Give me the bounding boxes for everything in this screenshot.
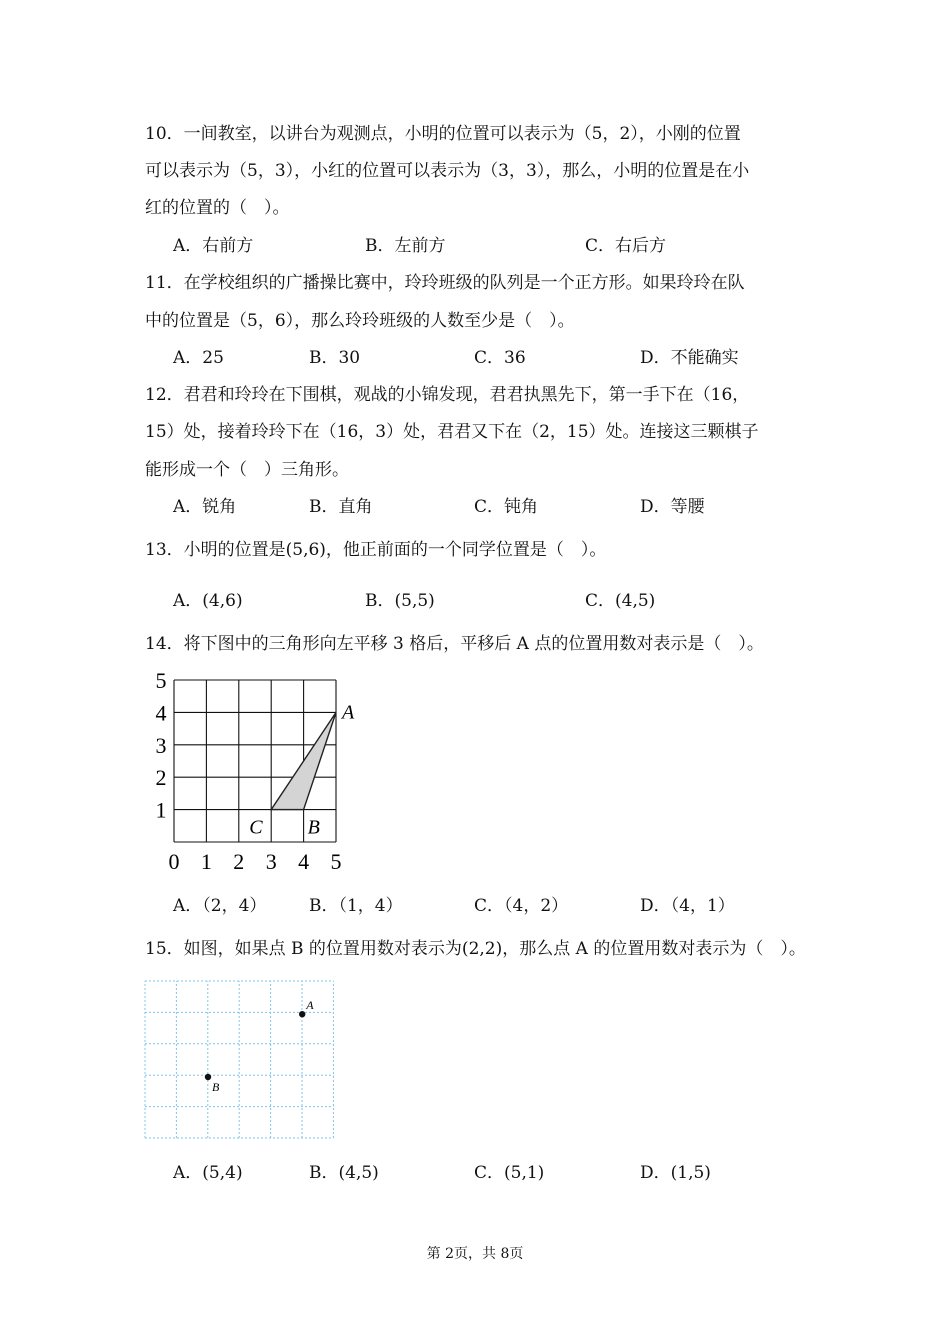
q15-grid-lines [145, 981, 333, 1138]
q14-grid-figure [145, 668, 365, 878]
q12-option-c[interactable]: C．钝角 [474, 497, 539, 517]
q14-option-b[interactable]: B．（1，4） [309, 896, 403, 916]
q15-point-label-b: B [212, 1080, 220, 1094]
q15-point-a [299, 1011, 305, 1017]
q14-y-tick-labels [156, 668, 167, 823]
q10-line-2: 可以表示为（5，3），小红的位置可以表示为（3，3），那么，小明的位置是在小 [145, 161, 750, 181]
q13-option-b[interactable]: B．(5,5) [365, 591, 435, 611]
q13-option-c[interactable]: C．(4,5) [585, 591, 656, 611]
q11-option-a[interactable]: A．25 [173, 348, 224, 368]
q14-y-tick-label: 3 [155, 732, 167, 758]
q14-x-tick-label: 1 [200, 849, 212, 874]
q13-line-1: 13．小明的位置是(5,6)，他正前面的一个同学位置是（ ）。 [145, 540, 607, 560]
q12-line-2: 15）处，接着玲玲下在（16，3）处，君君又下在（2，15）处。连接这三颗棋子 [145, 422, 759, 442]
page-footer: 第 2页，共 8页 [426, 1246, 524, 1262]
q12-option-d[interactable]: D．等腰 [640, 497, 705, 517]
q10-option-c[interactable]: C．右后方 [585, 236, 667, 256]
q14-x-tick-label: 4 [298, 849, 310, 874]
q12-option-a[interactable]: A．锐角 [173, 497, 237, 517]
q11-option-c[interactable]: C．36 [474, 348, 526, 368]
q11-option-b[interactable]: B．30 [309, 348, 361, 368]
q15-option-d[interactable]: D．(1,5) [640, 1163, 711, 1183]
q14-x-tick-label: 5 [330, 849, 342, 874]
q15-point-label-a: A [306, 998, 314, 1013]
q12-line-1: 12．君君和玲玲在下围棋，观战的小锦发现，君君执黑先下，第一手下在（16， [145, 385, 750, 405]
q11-option-d[interactable]: D．不能确实 [640, 348, 739, 368]
q14-y-tick-label: 4 [155, 700, 167, 726]
q10-line-3: 红的位置的（ ）。 [145, 198, 290, 218]
q10-option-b[interactable]: B．左前方 [365, 236, 446, 256]
q15-grid-figure [140, 978, 345, 1143]
q14-point-label-b: B [307, 816, 320, 839]
q15-option-b[interactable]: B．(4,5) [309, 1163, 379, 1183]
q14-y-tick-label: 2 [155, 765, 167, 791]
q10-line-1: 10．一间教室，以讲台为观测点，小明的位置可以表示为（5，2），小刚的位置 [145, 124, 741, 144]
q13-option-a[interactable]: A．(4,6) [173, 591, 243, 611]
q14-option-a[interactable]: A．（2，4） [173, 896, 267, 916]
q14-line-1: 14．将下图中的三角形向左平移 3 格后，平移后 A 点的位置用数对表示是（ ）。 [145, 634, 764, 654]
q14-point-label-a: A [342, 701, 355, 724]
q15-point-b [205, 1074, 211, 1080]
q14-option-d[interactable]: D．（4，1） [640, 896, 735, 916]
q15-line-1: 15．如图，如果点 B 的位置用数对表示为(2,2)，那么点 A 的位置用数对表示为（ ）。 [145, 939, 806, 959]
q14-y-tick-label: 5 [155, 668, 167, 693]
q15-option-c[interactable]: C．(5,1) [474, 1163, 545, 1183]
q14-x-tick-label: 2 [233, 849, 245, 874]
q10-option-a[interactable]: A．右前方 [173, 236, 254, 256]
q14-x-tick-label: 0 [168, 849, 180, 874]
q15-option-a[interactable]: A．(5,4) [173, 1163, 243, 1183]
q14-option-c[interactable]: C．（4，2） [474, 896, 569, 916]
q14-y-tick-label: 1 [155, 797, 167, 823]
q11-line-1: 11．在学校组织的广播操比赛中，玲玲班级的队列是一个正方形。如果玲玲在队 [145, 273, 745, 293]
q12-option-b[interactable]: B．直角 [309, 497, 373, 517]
q11-line-2: 中的位置是（5，6），那么玲玲班级的人数至少是（ ）。 [145, 311, 575, 331]
q14-x-tick-labels [169, 849, 342, 874]
q14-point-label-c: C [249, 816, 263, 839]
q12-line-3: 能形成一个（ ）三角形。 [145, 460, 349, 480]
q14-x-tick-label: 3 [265, 849, 277, 874]
